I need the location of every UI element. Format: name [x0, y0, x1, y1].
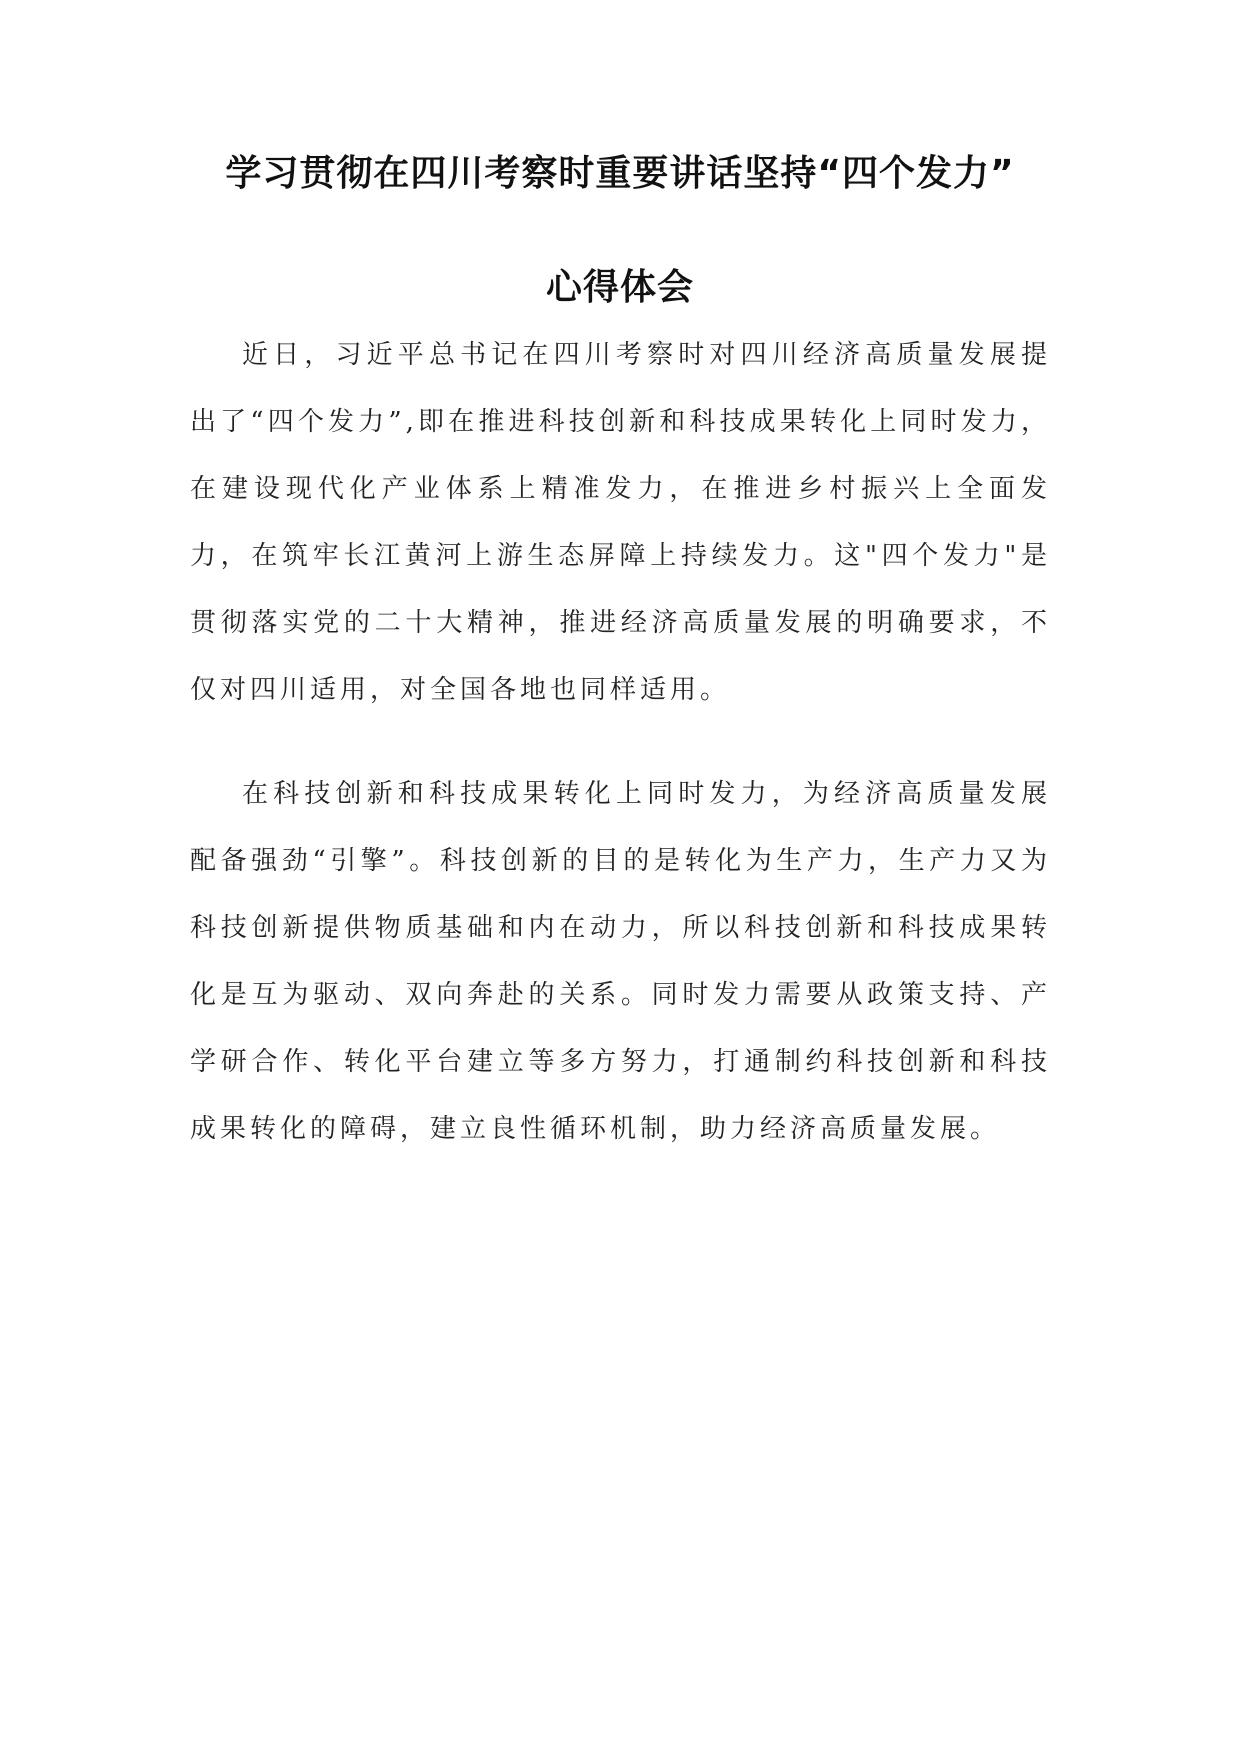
- document-body: [190, 322, 1051, 1163]
- paragraph-2: 在科技创新和科技成果转化上同时发力，为经济高质量发展配备强劲“引擎”。科技创新的目的是转化为生产力，生产力又为科技创新提供物质基础和内在动力，所以科技创新和科技成果转化是互为驱动、双向奔赴的关系。同时发力需要从政策支持、产学研合作、转化平台建立等多方努力，打通制约科技创新和科技成果转化的障碍，建立良性循环机制，助力经济高质量发展。: [190, 779, 1051, 1144]
- paragraph-1: 近日，习近平总书记在四川考察时对四川经济高质量发展提出了“四个发力”,即在推进科技创新和科技成果转化上同时发力，在建设现代化产业体系上精准发力，在推进乡村振兴上全面发力，在筑牢长江黄河上游生态屏障上持续发力。这"四个发力"是贯彻落实党的二十大精神，推进经济高质量发展的明确要求，不仅对四川适用，对全国各地也同样适用。: [190, 340, 1051, 705]
- document-title-line-2: 心得体会: [545, 267, 694, 308]
- document-title-line-1: 学习贯彻在四川考察时重要讲话坚持“四个发力”: [225, 153, 1015, 194]
